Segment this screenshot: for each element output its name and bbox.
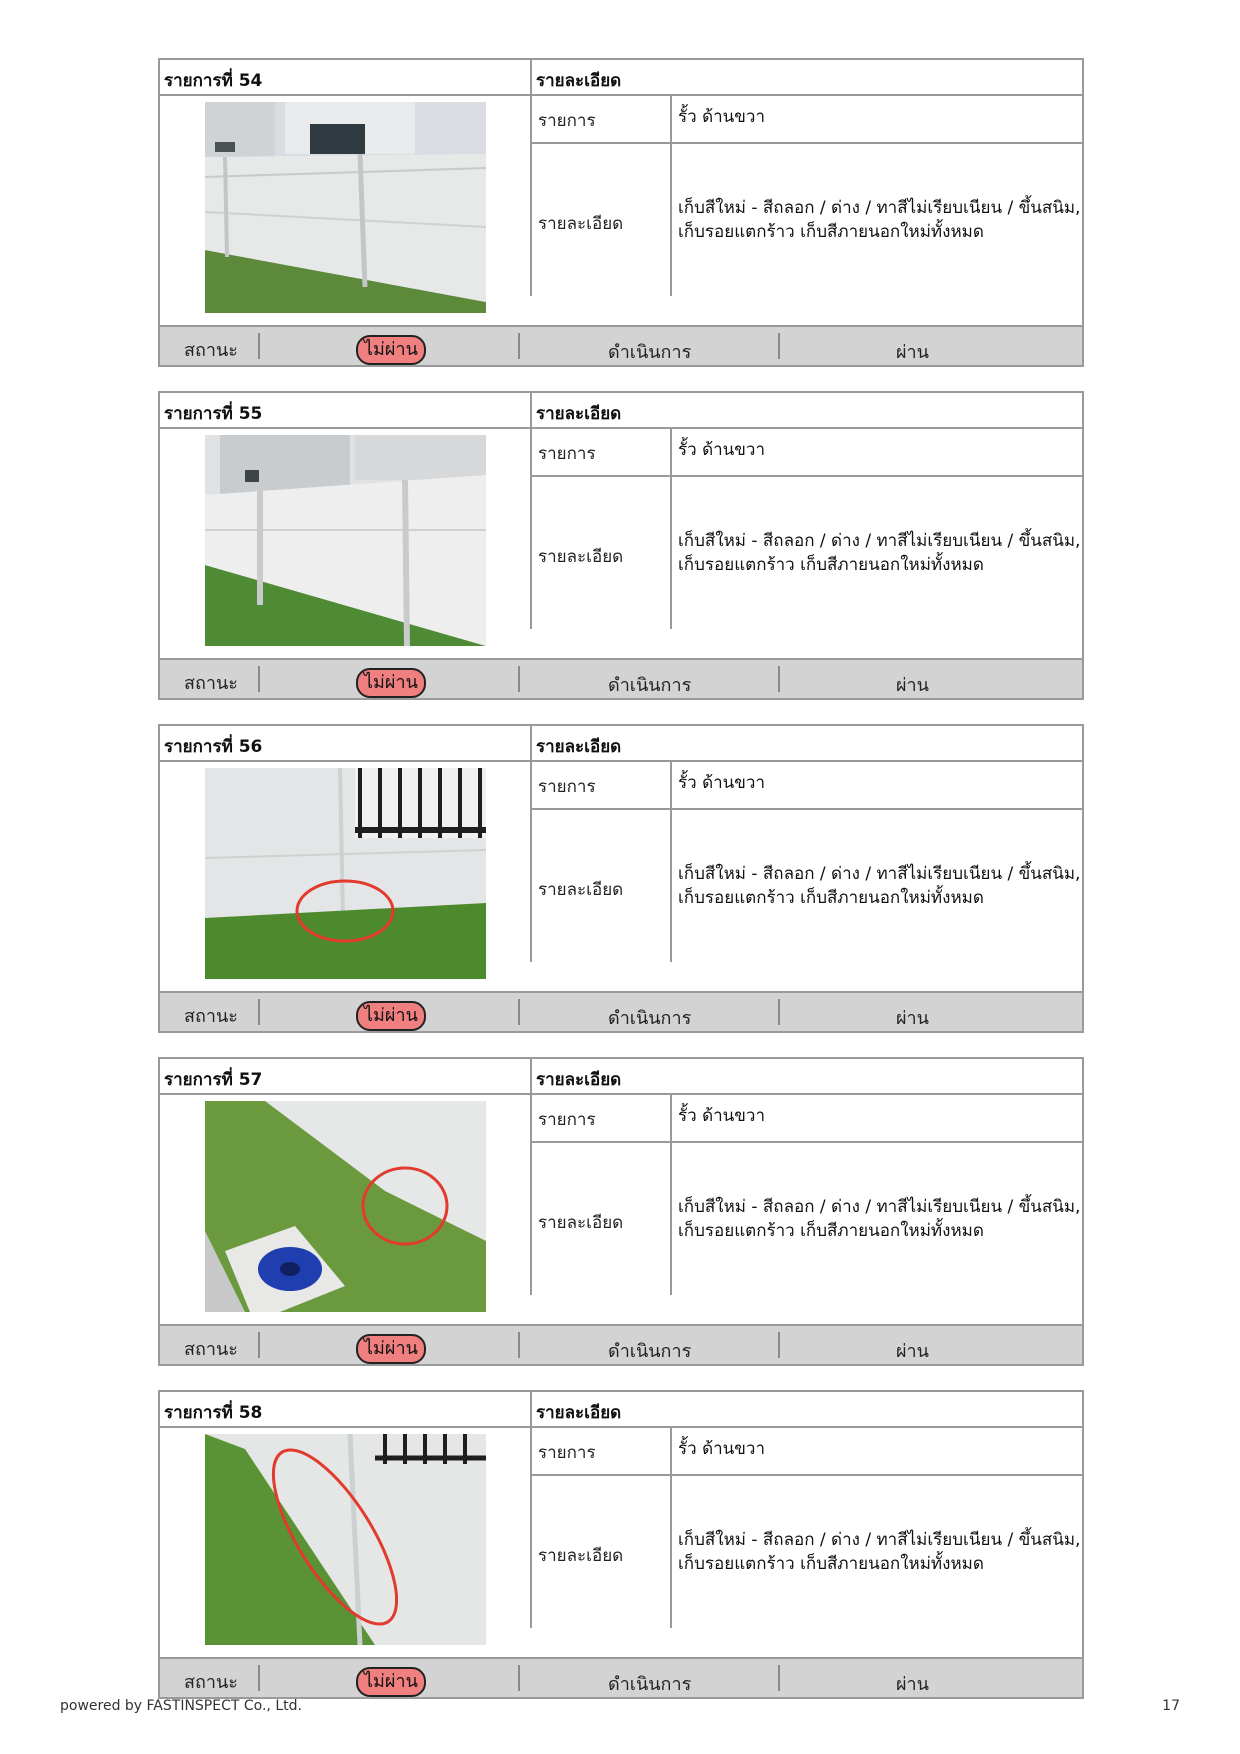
status-label: สถานะ [184, 673, 238, 694]
inspection-photo[interactable] [205, 1434, 486, 1645]
detail-line: เก็บรอยแตกร้าว เก็บสีภายนอกใหม่ทั้งหมด [678, 888, 984, 908]
item-value: รั้ว ด้านขวา [678, 1106, 766, 1126]
detail-label: รายละเอียด [538, 880, 624, 900]
inspection-photo[interactable] [205, 768, 486, 979]
item-title: รายการที่ 56 [164, 737, 263, 757]
detail-value [678, 196, 1080, 244]
card-header [160, 393, 1082, 429]
item-title: รายการที่ 54 [164, 71, 263, 91]
item-label: รายการ [538, 444, 596, 464]
detail-value [678, 529, 1080, 577]
status-option-pass[interactable]: ผ่าน [896, 342, 929, 363]
status-label: สถานะ [184, 1006, 238, 1027]
item-label: รายการ [538, 1443, 596, 1463]
detail-title: รายละเอียด [536, 71, 622, 91]
separator [258, 999, 260, 1025]
item-title: รายการที่ 57 [164, 1070, 263, 1090]
status-label: สถานะ [184, 340, 238, 361]
separator [518, 999, 520, 1025]
status-option-in-progress[interactable]: ดำเนินการ [608, 1341, 692, 1362]
detail-title: รายละเอียด [536, 404, 622, 424]
detail-label: รายละเอียด [538, 547, 624, 567]
detail-row [532, 810, 1082, 962]
detail-label: รายละเอียด [538, 1213, 624, 1233]
separator [518, 333, 520, 359]
item-row [532, 1093, 1082, 1143]
status-fail-badge[interactable]: ไม่ผ่าน [356, 335, 426, 365]
status-option-in-progress[interactable]: ดำเนินการ [608, 342, 692, 363]
detail-line: เก็บรอยแตกร้าว เก็บสีภายนอกใหม่ทั้งหมด [678, 1221, 984, 1241]
inspection-card [158, 58, 1084, 367]
separator [778, 1665, 780, 1691]
status-fail-badge[interactable]: ไม่ผ่าน [356, 1001, 426, 1031]
separator [778, 333, 780, 359]
separator [518, 1665, 520, 1691]
inspection-photo[interactable] [205, 102, 486, 313]
detail-line: เก็บสีใหม่ - สีถลอก / ด่าง / ทาสีไม่เรียบเนียน / ขึ้นสนิม, [678, 1530, 1081, 1550]
separator [518, 666, 520, 692]
status-option-pass[interactable]: ผ่าน [896, 1341, 929, 1362]
detail-row [532, 1143, 1082, 1295]
detail-line: เก็บรอยแตกร้าว เก็บสีภายนอกใหม่ทั้งหมด [678, 222, 984, 242]
detail-line: เก็บสีใหม่ - สีถลอก / ด่าง / ทาสีไม่เรียบเนียน / ขึ้นสนิม, [678, 864, 1081, 884]
status-option-pass[interactable]: ผ่าน [896, 1674, 929, 1695]
status-bar [160, 325, 1082, 365]
inspection-photo[interactable] [205, 1101, 486, 1312]
info-panel [532, 1093, 1082, 1295]
info-panel [532, 1426, 1082, 1628]
status-bar [160, 1657, 1082, 1697]
item-label: รายการ [538, 1110, 596, 1130]
inspection-card [158, 1390, 1084, 1699]
info-panel [532, 94, 1082, 296]
page-number: 17 [1162, 1698, 1180, 1714]
status-option-pass[interactable]: ผ่าน [896, 675, 929, 696]
detail-title: รายละเอียด [536, 1070, 622, 1090]
status-fail-badge[interactable]: ไม่ผ่าน [356, 668, 426, 698]
card-header [160, 1059, 1082, 1095]
card-header [160, 60, 1082, 96]
item-row [532, 760, 1082, 810]
separator [258, 666, 260, 692]
detail-line: เก็บสีใหม่ - สีถลอก / ด่าง / ทาสีไม่เรียบเนียน / ขึ้นสนิม, [678, 198, 1081, 218]
detail-value [678, 862, 1080, 910]
status-label: สถานะ [184, 1672, 238, 1693]
card-header [160, 726, 1082, 762]
status-label: สถานะ [184, 1339, 238, 1360]
info-panel [532, 427, 1082, 629]
status-bar [160, 658, 1082, 698]
detail-value [678, 1195, 1080, 1243]
detail-row [532, 477, 1082, 629]
status-fail-badge[interactable]: ไม่ผ่าน [356, 1334, 426, 1364]
item-value: รั้ว ด้านขวา [678, 440, 766, 460]
card-header [160, 1392, 1082, 1428]
status-option-pass[interactable]: ผ่าน [896, 1008, 929, 1029]
detail-label: รายละเอียด [538, 1546, 624, 1566]
status-fail-badge[interactable]: ไม่ผ่าน [356, 1667, 426, 1697]
separator [518, 1332, 520, 1358]
detail-title: รายละเอียด [536, 1403, 622, 1423]
item-label: รายการ [538, 111, 596, 131]
separator [258, 1665, 260, 1691]
item-row [532, 94, 1082, 144]
info-panel [532, 760, 1082, 962]
detail-line: เก็บสีใหม่ - สีถลอก / ด่าง / ทาสีไม่เรียบเนียน / ขึ้นสนิม, [678, 1197, 1081, 1217]
detail-title: รายละเอียด [536, 737, 622, 757]
detail-row [532, 1476, 1082, 1628]
separator [778, 999, 780, 1025]
status-bar [160, 991, 1082, 1031]
inspection-card [158, 1057, 1084, 1366]
detail-value [678, 1528, 1080, 1576]
separator [778, 666, 780, 692]
item-title: รายการที่ 58 [164, 1403, 263, 1423]
inspection-photo[interactable] [205, 435, 486, 646]
item-value: รั้ว ด้านขวา [678, 773, 766, 793]
separator [778, 1332, 780, 1358]
status-option-in-progress[interactable]: ดำเนินการ [608, 1008, 692, 1029]
detail-line: เก็บสีใหม่ - สีถลอก / ด่าง / ทาสีไม่เรียบเนียน / ขึ้นสนิม, [678, 531, 1081, 551]
item-value: รั้ว ด้านขวา [678, 107, 766, 127]
detail-line: เก็บรอยแตกร้าว เก็บสีภายนอกใหม่ทั้งหมด [678, 555, 984, 575]
item-row [532, 427, 1082, 477]
detail-label: รายละเอียด [538, 214, 624, 234]
detail-row [532, 144, 1082, 296]
separator [258, 333, 260, 359]
item-title: รายการที่ 55 [164, 404, 263, 424]
inspection-card [158, 391, 1084, 700]
item-label: รายการ [538, 777, 596, 797]
item-row [532, 1426, 1082, 1476]
footer-powered-by: powered by FASTINSPECT Co., Ltd. [60, 1698, 302, 1714]
item-value: รั้ว ด้านขวา [678, 1439, 766, 1459]
inspection-card [158, 724, 1084, 1033]
detail-line: เก็บรอยแตกร้าว เก็บสีภายนอกใหม่ทั้งหมด [678, 1554, 984, 1574]
separator [258, 1332, 260, 1358]
status-option-in-progress[interactable]: ดำเนินการ [608, 1674, 692, 1695]
status-option-in-progress[interactable]: ดำเนินการ [608, 675, 692, 696]
status-bar [160, 1324, 1082, 1364]
